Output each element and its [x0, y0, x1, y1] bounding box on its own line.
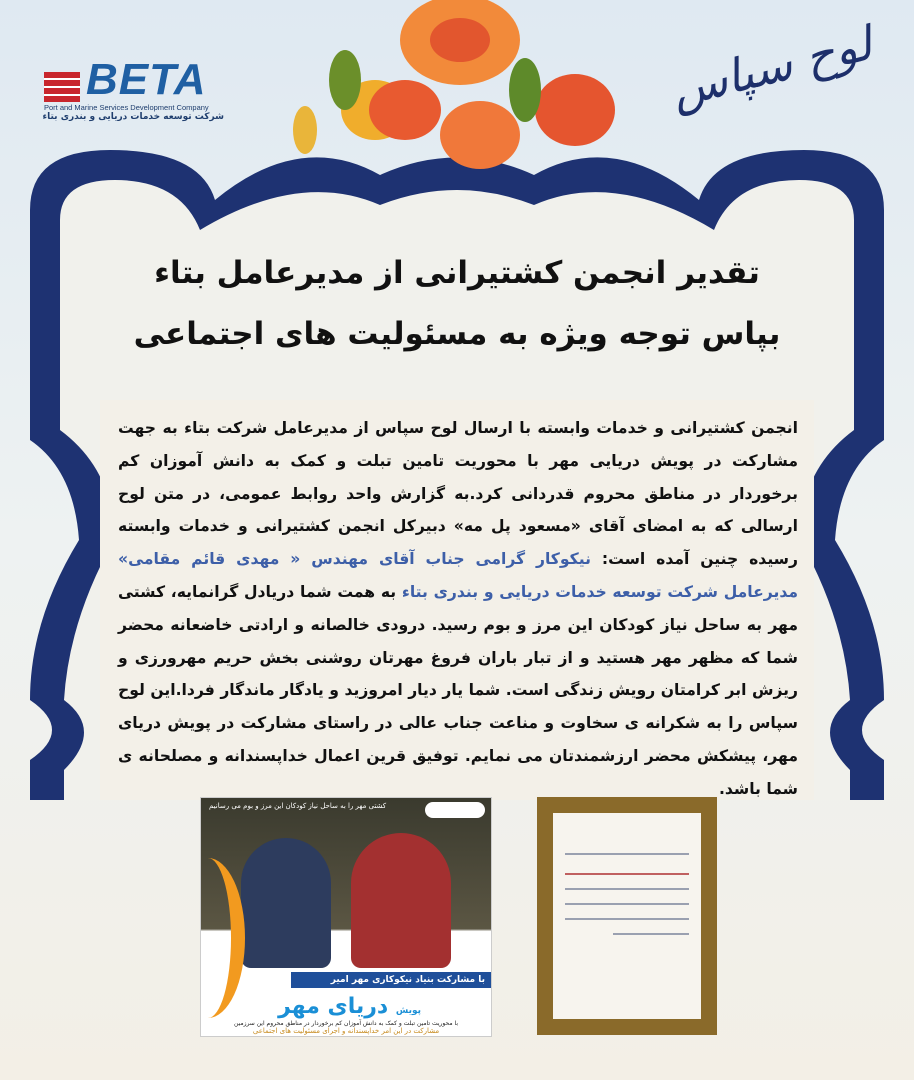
body-part-2: به همت شما دریادل گرانمایه، کشتی مهر به ساحل نیاز کودکان این مرز و بوم رسید. درودی خالصانه و ارادتی خاضعانه محضر شما که مظهر مهر هستید و از تبار باران فروغ مهرتان روشنی بخش حریم مهرورزی و ریزش ابر کرامتان رویش زندگی است. شما یار دیار امروزید و یادگار ماندگار فردا.این لوح سپاس را به شکرانه ی سخاوت و مناعت جناب عالی در راستای مشارکت در پویش دریای مهر، پیشکش محضر ارزشمندتان می نمایم. توفیق قرین اعمال خداپسندانه و مصلحانه ی شما باشد.: [118, 582, 798, 798]
poster-subtitle: با محوریت تامین تبلت و کمک به دانش آموزان کم برخوردار در مناطق محروم این سرزمین: [233, 1020, 458, 1027]
framed-certificate-image: [537, 797, 717, 1035]
title-line-1: تقدیر انجمن کشتیرانی از مدیرعامل بتاء: [154, 255, 760, 291]
girl-figure: [351, 833, 451, 968]
cert-line: [565, 888, 689, 890]
body-part-1: انجمن کشتیرانی و خدمات وابسته با ارسال لوح سپاس از مدیرعامل شرکت بتاء به جهت مشارکت در پویش دریایی مهر با محوریت تامین تبلت و کمک به دانش آموزان کم برخوردار در مناطق محروم قدردانی کرد.به گزارش واحد روابط عمومی، در متن لوح ارسالی که به امضای آقای «مسعود پل مه» دبیرکل انجمن کشتیرانی و خدمات وابسته رسیده چنین آمده است:: [118, 419, 798, 569]
logo-english: Port and Marine Services Development Company: [44, 103, 209, 112]
orange-arc: [200, 858, 245, 1018]
logo-persian: شرکت توسعه خدمات دریایی و بندری بتاء: [42, 112, 224, 122]
body-highlight: نیکوکار گرامی جناب آقای مهندس « مهدی قائم مقامی» مدیرعامل شرکت توسعه خدمات دریایی و بندری بتاء: [118, 550, 798, 601]
plaque-calligraphy: لوح سپاس: [665, 16, 878, 118]
certificate-paper: [553, 813, 701, 1019]
association-logo: [425, 802, 485, 818]
cert-line: [565, 903, 689, 905]
title-line-2: بپاس توجه ویژه به مسئولیت های اجتماعی: [133, 316, 781, 352]
poster-caption: کشتی مهر را به ساحل نیاز کودکان این مرز و بوم می رسانیم: [209, 802, 387, 810]
beta-logo: [42, 55, 224, 122]
boy-figure: [241, 838, 331, 968]
logo-blocks-icon: [44, 72, 80, 102]
cert-line: [565, 873, 689, 875]
poster-campaign-name: دریای مهر: [278, 994, 389, 1019]
article-body: [118, 412, 798, 806]
campaign-poster-image: [200, 797, 492, 1037]
poster-campaign: [278, 994, 421, 1019]
poster-footer: مشارکت در این امر خداپسندانه و اجرای مسئولیت های اجتماعی: [252, 1027, 440, 1035]
cert-line: [565, 853, 689, 855]
poster-campaign-small: پویش: [395, 1006, 421, 1016]
logo-brand: BETA: [86, 55, 207, 104]
cert-line: [565, 918, 689, 920]
flowers-decoration: [285, 0, 645, 190]
poster-band: با مشارکت بنیاد نیکوکاری مهر امیر: [291, 972, 491, 988]
cert-line: [613, 933, 689, 935]
